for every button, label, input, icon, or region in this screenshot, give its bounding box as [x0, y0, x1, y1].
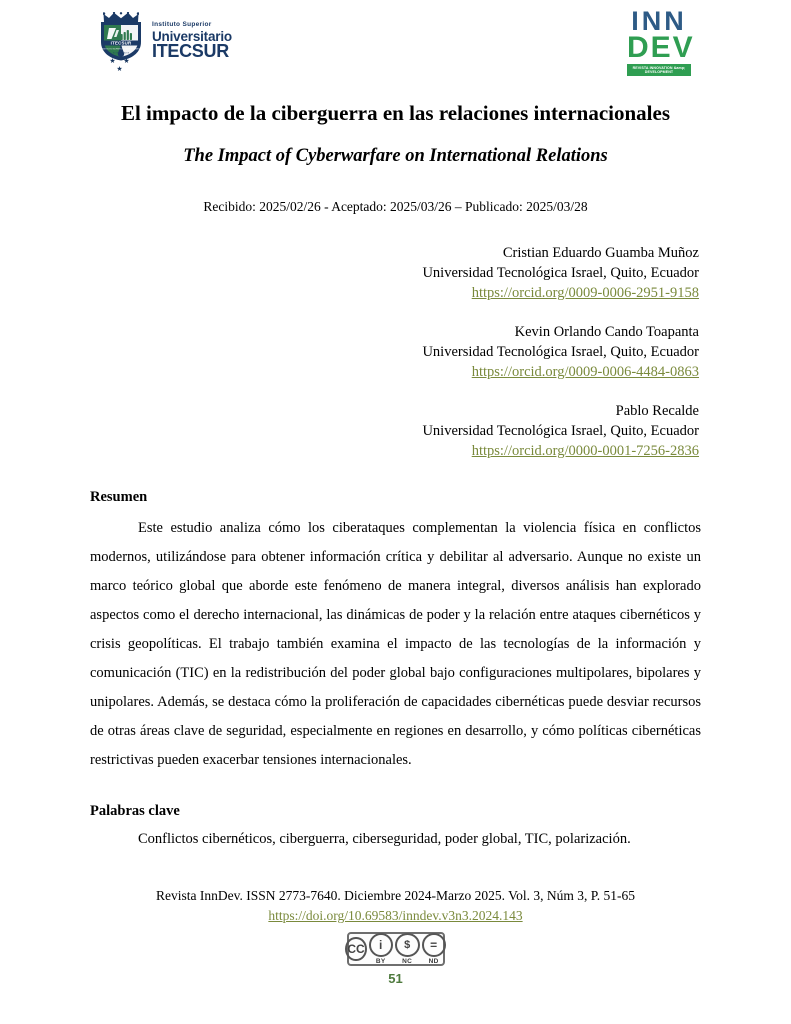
svg-text:INSTITUTO SUPERIOR UNIVERSITAR: INSTITUTO SUPERIOR UNIVERSITARIO — [101, 48, 141, 51]
journal-citation: Revista InnDev. ISSN 2773-7640. Diciembre 2024-Marzo 2025. Vol. 3, Núm 3, P. 51-65 — [156, 888, 635, 903]
abstract-heading: Resumen — [90, 489, 148, 505]
inndev-logo — [627, 6, 695, 76]
inndev-dev-text: DEV — [627, 31, 695, 64]
author-entry — [90, 401, 699, 461]
author-list — [90, 243, 701, 461]
keywords-text: Conflictos cibernéticos, ciberguerra, ciberseguridad, poder global, TIC, polarización. — [138, 831, 631, 847]
page-subtitle-english: The Impact of Cyberwarfare on International Relations — [183, 146, 608, 166]
cc-nd-label: ND — [428, 958, 439, 965]
svg-text:ITECSUR: ITECSUR — [110, 40, 132, 46]
publication-dates: Recibido: 2025/02/26 - Aceptado: 2025/03/26 – Publicado: 2025/03/28 — [203, 199, 588, 214]
author-orcid-link[interactable]: https://orcid.org/0009-0006-2951-9158 — [471, 285, 699, 301]
inndev-banner-text: REVISTA INNOVATION &amp; DEVELOPMENT — [627, 64, 691, 76]
itecsur-line-universitario: Universitario — [152, 28, 232, 44]
cc-by-icon: i — [369, 933, 393, 957]
shield-icon — [99, 20, 143, 62]
author-affiliation: Universidad Tecnológica Israel, Quito, Ecuador — [422, 423, 699, 439]
shield-crown-icon — [95, 12, 147, 74]
itecsur-line-instituto: Instituto Superior — [152, 21, 212, 29]
author-name: Pablo Recalde — [615, 403, 699, 419]
author-orcid-link[interactable]: https://orcid.org/0009-0006-4484-0863 — [471, 364, 699, 380]
itecsur-line-itecsur: ITECSUR — [152, 40, 229, 61]
author-affiliation: Universidad Tecnológica Israel, Quito, Ecuador — [422, 265, 699, 281]
author-name: Kevin Orlando Cando Toapanta — [514, 324, 699, 340]
itecsur-logo — [95, 12, 232, 74]
cc-by-label: BY — [375, 958, 386, 965]
cc-nc-icon: $ — [395, 933, 420, 957]
author-entry — [90, 243, 699, 303]
page-footer — [0, 886, 791, 986]
author-entry — [90, 322, 699, 382]
stars-icon: ★ ★ ★ — [109, 57, 133, 73]
page-number: 51 — [388, 971, 403, 986]
itecsur-wordmark — [152, 22, 232, 64]
cc-nc-label: NC — [402, 958, 413, 965]
author-name: Cristian Eduardo Guamba Muñoz — [502, 245, 699, 261]
creative-commons-badge[interactable] — [347, 932, 445, 966]
cc-nd-icon: = — [422, 933, 446, 957]
author-affiliation: Universidad Tecnológica Israel, Quito, Ecuador — [422, 344, 699, 360]
cc-by-group — [369, 933, 393, 965]
cc-nc-group — [395, 933, 420, 965]
svg-text:EL ORO-ECUADOR: EL ORO-ECUADOR — [112, 52, 130, 55]
page-title: El impacto de la ciberguerra en las relaciones internacionales — [120, 101, 671, 125]
keywords-heading: Palabras clave — [90, 803, 180, 819]
author-orcid-link[interactable]: https://orcid.org/0000-0001-7256-2836 — [471, 443, 699, 459]
cc-nd-group — [422, 933, 446, 965]
cc-icon: CC — [345, 937, 366, 961]
doi-link[interactable]: https://doi.org/10.69583/inndev.v3n3.2024.143 — [268, 908, 523, 923]
abstract-text: Este estudio analiza cómo los ciberataques complementan la violencia física en conflictos modernos, utilizándose para obtener información crítica y debilitar al adversario. Aunque no existe un marco teórico global que aborde este fenómeno de manera integral, diversos análisis han explorado aspectos como el derecho internacional, las dinámicas de poder y la relación entre ataques cibernéticos y crisis geopolíticas. El trabajo también examina el impacto de las tecnologías de la información y comunicación (TIC) en la redistribución del poder global bajo configuraciones multipolares, bipolares y unipolares. Además, se destaca cómo la proliferación de capacidades cibernéticas puede desviar recursos de otras áreas clave de seguridad, especialmente en regiones en desarrollo, y cómo políticas cibernéticas restrictivas pueden exacerbar tensiones internacionales. — [90, 520, 701, 768]
inndev-inn-text: INN — [631, 6, 687, 36]
page-header — [90, 0, 701, 92]
